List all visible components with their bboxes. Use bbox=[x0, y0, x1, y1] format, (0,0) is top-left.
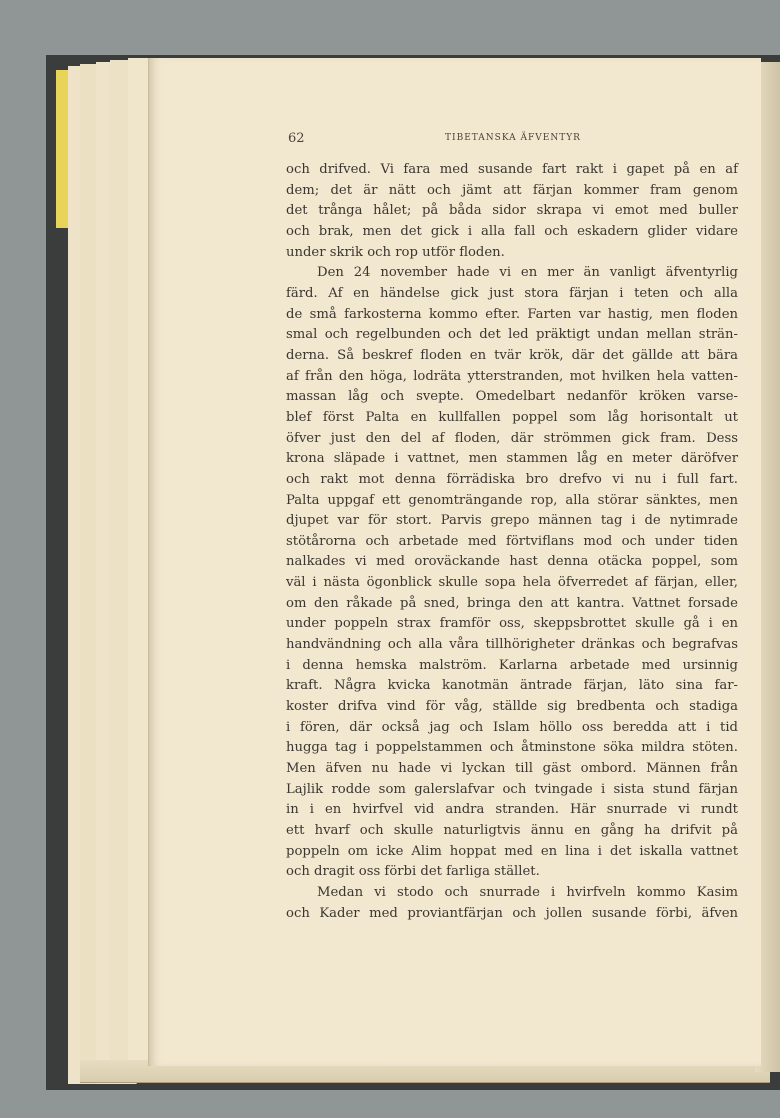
text-line: i fören, där också jag och Islam höllo oss beredda att i tid bbox=[286, 719, 738, 735]
text-line: i denna hemska malström. Karlarna arbetade med ursinnig bbox=[286, 657, 738, 673]
text-line: af från den höga, lodräta ytterstranden, mot hvilken hela vatten- bbox=[286, 368, 738, 384]
text-line: och Kader med proviantfärjan och jollen susande förbi, äfven bbox=[286, 905, 738, 921]
text-line: dem; det är nätt och jämt att färjan kommer fram genom bbox=[286, 182, 738, 198]
text-line: Men äfven nu hade vi lyckan till gäst ombord. Männen från bbox=[286, 761, 738, 777]
text-line: Medan vi stodo och snurrade i hvirfveln kommo Kasim bbox=[317, 884, 738, 900]
running-title: TIBETANSKA ÄFVENTYR bbox=[445, 133, 581, 143]
text-line: under poppeln strax framför oss, skeppsbrottet skulle gå i en bbox=[286, 616, 738, 632]
text-line: djupet var för stort. Parvis grepo männen tag i de nytimrade bbox=[286, 513, 738, 529]
text-line: det trånga hålet; på båda sidor skrapa vi emot med buller bbox=[286, 203, 738, 219]
page-number: 62 bbox=[288, 131, 305, 146]
text-line: och rakt mot denna förrädiska bro drefvo vi nu i full fart. bbox=[286, 471, 738, 487]
text-line: in i en hvirfvel vid andra stranden. Här snurrade vi rundt bbox=[286, 802, 738, 818]
text-line: färd. Af en händelse gick just stora färjan i teten och alla bbox=[286, 285, 738, 301]
text-line: och drifved. Vi fara med susande fart rakt i gapet på en af bbox=[286, 162, 738, 177]
text-line: krona släpade i vattnet, men stammen låg en meter däröfver bbox=[286, 451, 738, 467]
text-line: öfver just den del af floden, där strömmen gick fram. Dess bbox=[286, 430, 738, 446]
text-line: ett hvarf och skulle naturligtvis ännu en gång ha drifvit på bbox=[286, 823, 738, 838]
text-line: Lajlik rodde som galerslafvar och tvingade i sista stund färjan bbox=[286, 781, 738, 797]
text-line: under skrik och rop utför floden. bbox=[286, 244, 505, 260]
text-line: Den 24 november hade vi en mer än vanligt äfventyrlig bbox=[317, 265, 738, 281]
text-line: poppeln om icke Alim hoppat med en lina i det iskalla vattnet bbox=[286, 843, 738, 859]
text-line: koster drifva vind för våg, ställde sig bredbenta och stadiga bbox=[286, 699, 738, 715]
text-line: handvändning och alla våra tillhörigheter dränkas och begrafvas bbox=[286, 637, 738, 653]
text-line: smal och regelbunden och det led präktigt undan mellan strän- bbox=[286, 327, 738, 343]
text-line: och dragit oss förbi det farliga stället. bbox=[286, 864, 540, 880]
text-line: om den råkade på sned, bringa den att kantra. Vattnet forsade bbox=[286, 595, 738, 611]
text-line: och brak, men det gick i alla fall och eskadern glider vidare bbox=[286, 223, 738, 239]
text-line: stötårorna och arbetade med förtviflans mod och under tiden bbox=[286, 533, 738, 549]
text-line: Palta uppgaf ett genomträngande rop, alla störar sänktes, men bbox=[286, 492, 738, 508]
text-line: väl i nästa ögonblick skulle sopa hela öfverredet af färjan, eller, bbox=[286, 575, 738, 591]
text-line: nalkades vi med oroväckande hast denna otäcka poppel, som bbox=[286, 554, 738, 570]
text-line: derna. Så beskref floden en tvär krök, där det gällde att bära bbox=[286, 347, 738, 363]
text-line: de små farkosterna kommo efter. Farten var hastig, men floden bbox=[286, 306, 738, 322]
text-line: blef först Palta en kullfallen poppel som låg horisontalt ut bbox=[286, 409, 738, 425]
page-header bbox=[288, 131, 738, 147]
text-line: massan låg och svepte. Omedelbart nedanför kröken varse- bbox=[286, 389, 738, 405]
body-text bbox=[286, 160, 738, 924]
text-line: kraft. Några kvicka kanotmän äntrade färjan, läto sina far- bbox=[286, 678, 738, 694]
text-line: hugga tag i poppelstammen och åtminstone söka mildra stöten. bbox=[286, 740, 738, 756]
